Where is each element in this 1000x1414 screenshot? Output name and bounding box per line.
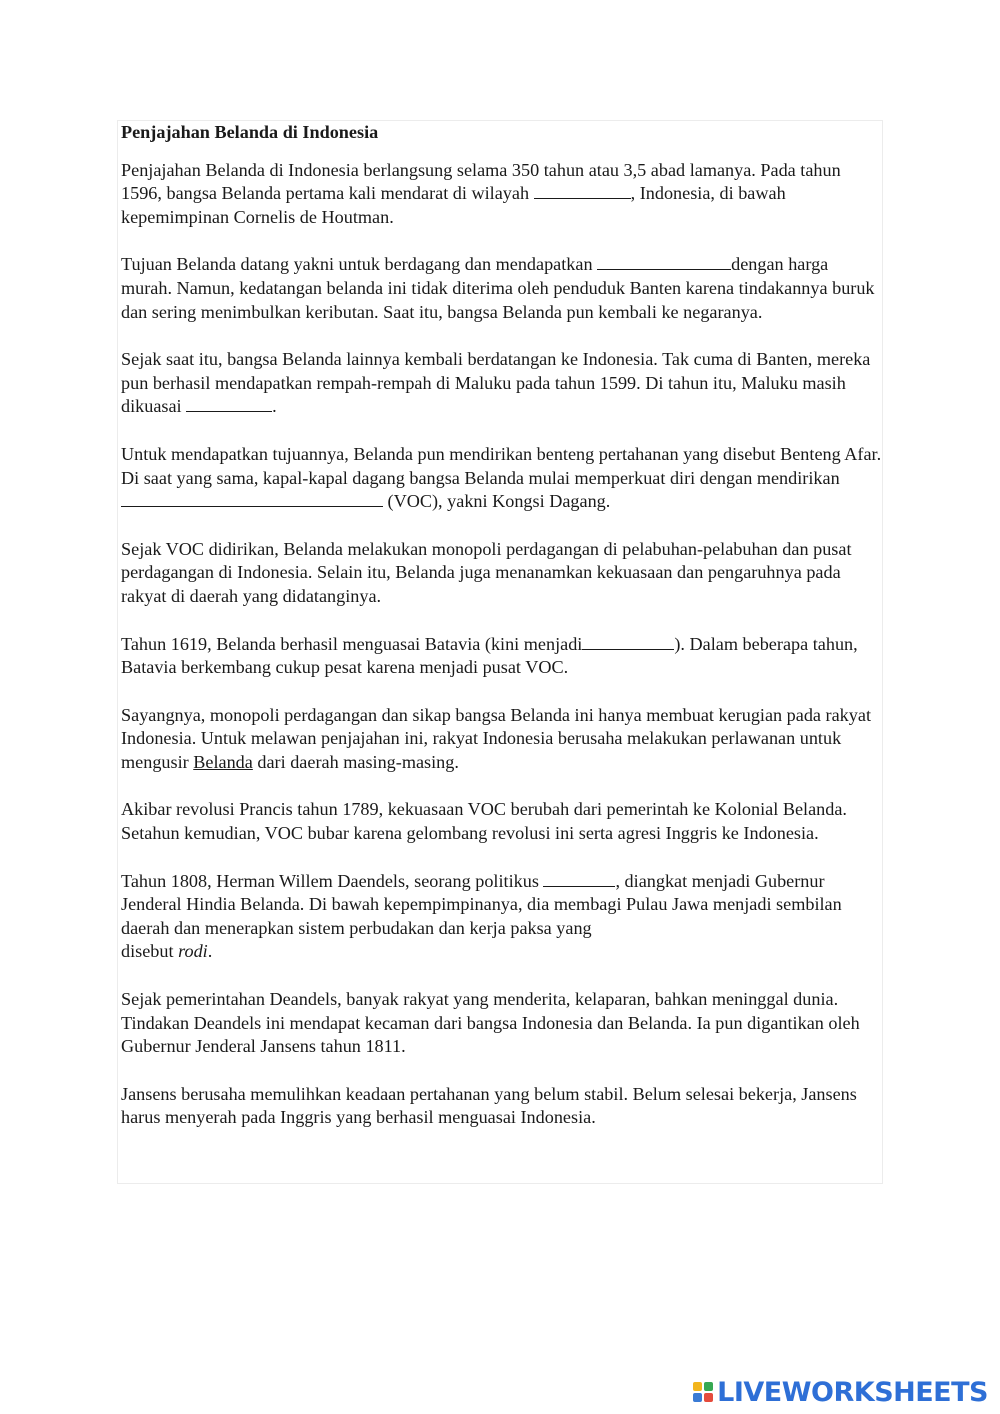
paragraph-7: Sayangnya, monopoli perdagangan dan sikap bangsa Belanda ini hanya membuat kerugian pada rakyat Indonesia. Untuk melawan penjajahan ini, rakyat Indonesia berusaha melakukan perlawanan untuk mengusir Belanda dari daerah masing-masing. bbox=[121, 704, 871, 772]
logo-text: LIVEWORKSHEETS bbox=[717, 1376, 988, 1408]
answer-blank-6[interactable] bbox=[543, 870, 615, 887]
liveworksheets-logo-icon bbox=[693, 1382, 713, 1402]
liveworksheets-logo bbox=[693, 1377, 988, 1407]
worksheet-content bbox=[121, 121, 883, 1154]
answer-blank-3[interactable] bbox=[186, 395, 272, 412]
page-title: Penjajahan Belanda di Indonesia bbox=[121, 122, 379, 142]
paragraph-10: Sejak pemerintahan Deandels, banyak rakyat yang menderita, kelaparan, bahkan meninggal dunia. Tindakan Deandels ini mendapat kecaman dari bangsa Indonesia dan Belanda. Ia pun digantikan oleh Gubernur Jenderal Jansens tahun 1811. bbox=[121, 989, 860, 1057]
paragraph-9: Tahun 1808, Herman Willem Daendels, seorang politikus , diangkat menjadi Gubernur Jenderal Hindia Belanda. Di bawah kepempimpinanya, dia membagi Pulau Jawa menjadi sembilan daerah dan menerapkan sistem perbudakan dan kerja paksa yang disebut rodi. bbox=[121, 870, 842, 962]
paragraph-6: Tahun 1619, Belanda berhasil menguasai Batavia (kini menjadi ). Dalam beberapa tahun, Batavia berkembang cukup pesat karena menjadi pusat VOC. bbox=[121, 633, 858, 678]
underlined-word: Belanda bbox=[193, 751, 253, 772]
answer-blank-2[interactable] bbox=[597, 253, 731, 270]
paragraph-5: Sejak VOC didirikan, Belanda melakukan monopoli perdagangan di pelabuhan-pelabuhan dan pusat perdagangan di Indonesia. Selain itu, Belanda juga menanamkan kekuasaan dan pengaruhnya pada rakyat di daerah yang didatanginya. bbox=[121, 538, 852, 606]
answer-blank-4[interactable] bbox=[121, 490, 383, 507]
paragraph-1: Penjajahan Belanda di Indonesia berlangsung selama 350 tahun atau 3,5 abad lamanya. Pada tahun 1596, bangsa Belanda pertama kali mendarat di wilayah , Indonesia, di bawah kepemimpinan Cornelis de Houtman. bbox=[121, 159, 841, 227]
paragraph-8: Akibar revolusi Prancis tahun 1789, kekuasaan VOC berubah dari pemerintah ke Kolonial Belanda. Setahun kemudian, VOC bubar karena gelombang revolusi ini serta agresi Inggris ke Indonesia. bbox=[121, 799, 847, 844]
paragraph-11: Jansens berusaha memulihkan keadaan pertahanan yang belum stabil. Belum selesai bekerja, Jansens harus menyerah pada Inggris yang berhasil menguasai Indonesia. bbox=[121, 1083, 857, 1128]
answer-blank-1[interactable] bbox=[534, 182, 631, 199]
paragraph-3: Sejak saat itu, bangsa Belanda lainnya kembali berdatangan ke Indonesia. Tak cuma di Banten, mereka pun berhasil mendapatkan rempah-rempah di Maluku pada tahun 1599. Di tahun itu, Maluku masih dikuasai . bbox=[121, 349, 871, 417]
paragraph-2: Tujuan Belanda datang yakni untuk berdagang dan mendapatkan dengan harga murah. Namun, kedatangan belanda ini tidak diterima oleh penduduk Banten karena tindakannya buruk dan sering menimbulkan keributan. Saat itu, bangsa Belanda pun kembali ke negaranya. bbox=[121, 254, 875, 322]
answer-blank-5[interactable] bbox=[582, 633, 674, 650]
paragraph-4: Untuk mendapatkan tujuannya, Belanda pun mendirikan benteng pertahanan yang disebut Benteng Afar. Di saat yang sama, kapal-kapal dagang bangsa Belanda mulai memperkuat diri dengan mendirikan (VOC), yakni Kongsi Dagang. bbox=[121, 443, 882, 512]
